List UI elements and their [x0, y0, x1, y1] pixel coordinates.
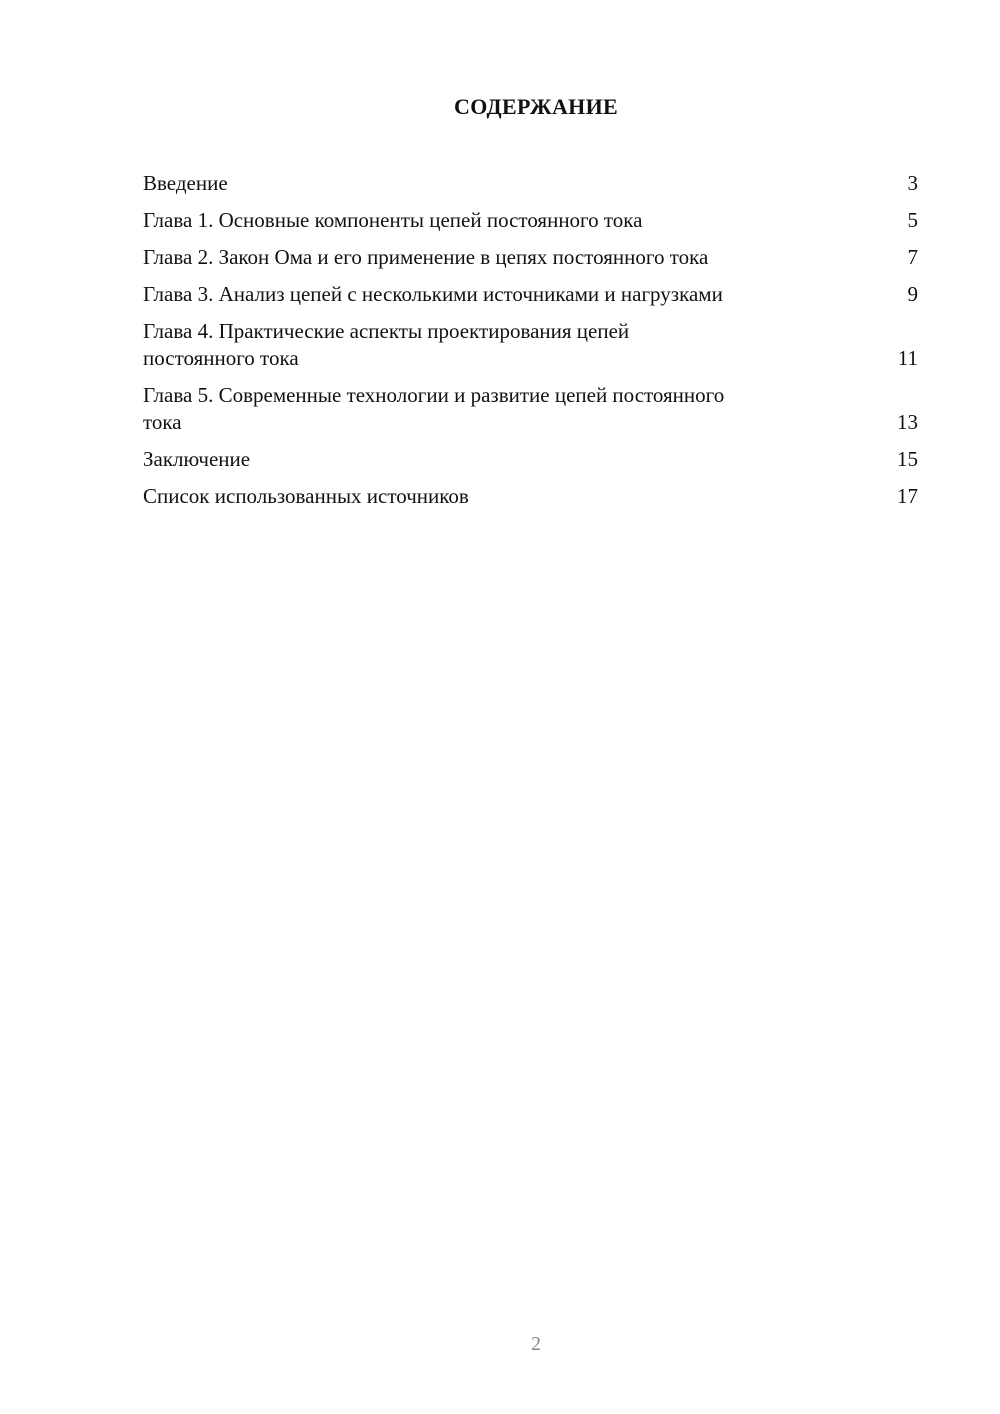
- toc-entry-label: Глава 2. Закон Ома и его применение в цепях постоянного тока: [143, 245, 709, 269]
- toc-entry-chapter-3: [143, 281, 918, 308]
- toc-entry-page: 17: [897, 484, 918, 508]
- toc-entry-page: 7: [907, 245, 918, 269]
- toc-entry-chapter-5: [143, 382, 918, 436]
- page-number: 2: [531, 1333, 541, 1355]
- toc-entry-chapter-1: [143, 207, 918, 234]
- toc-entry-label: Заключение: [143, 447, 251, 471]
- toc-entry-chapter-2: [143, 244, 918, 271]
- toc-entry-page: 3: [907, 171, 918, 195]
- toc-entry-label: Глава 5. Современные технологии и развитие цепей постоянного тока: [143, 383, 725, 434]
- toc-entry-conclusion: [143, 446, 918, 473]
- toc-entry-label: Глава 1. Основные компоненты цепей постоянного тока: [143, 208, 643, 232]
- toc-entry-chapter-4: [143, 318, 918, 372]
- toc-title: СОДЕРЖАНИЕ: [454, 94, 618, 119]
- toc-entry-page: 5: [907, 208, 918, 232]
- toc-entry-label: Список использованных источников: [143, 484, 469, 508]
- table-of-contents: [143, 170, 918, 520]
- toc-entry-page: 13: [897, 410, 918, 434]
- toc-entry-references: [143, 483, 918, 510]
- toc-entry-label: Глава 3. Анализ цепей с несколькими источниками и нагрузками: [143, 282, 723, 306]
- toc-entry-page: 9: [907, 282, 918, 306]
- toc-entry-introduction: [143, 170, 918, 197]
- toc-entry-label: Глава 4. Практические аспекты проектирования цепей постоянного тока: [143, 319, 630, 370]
- toc-entry-page: 11: [897, 346, 918, 370]
- toc-entry-page: 15: [897, 447, 918, 471]
- toc-entry-label: Введение: [143, 171, 228, 195]
